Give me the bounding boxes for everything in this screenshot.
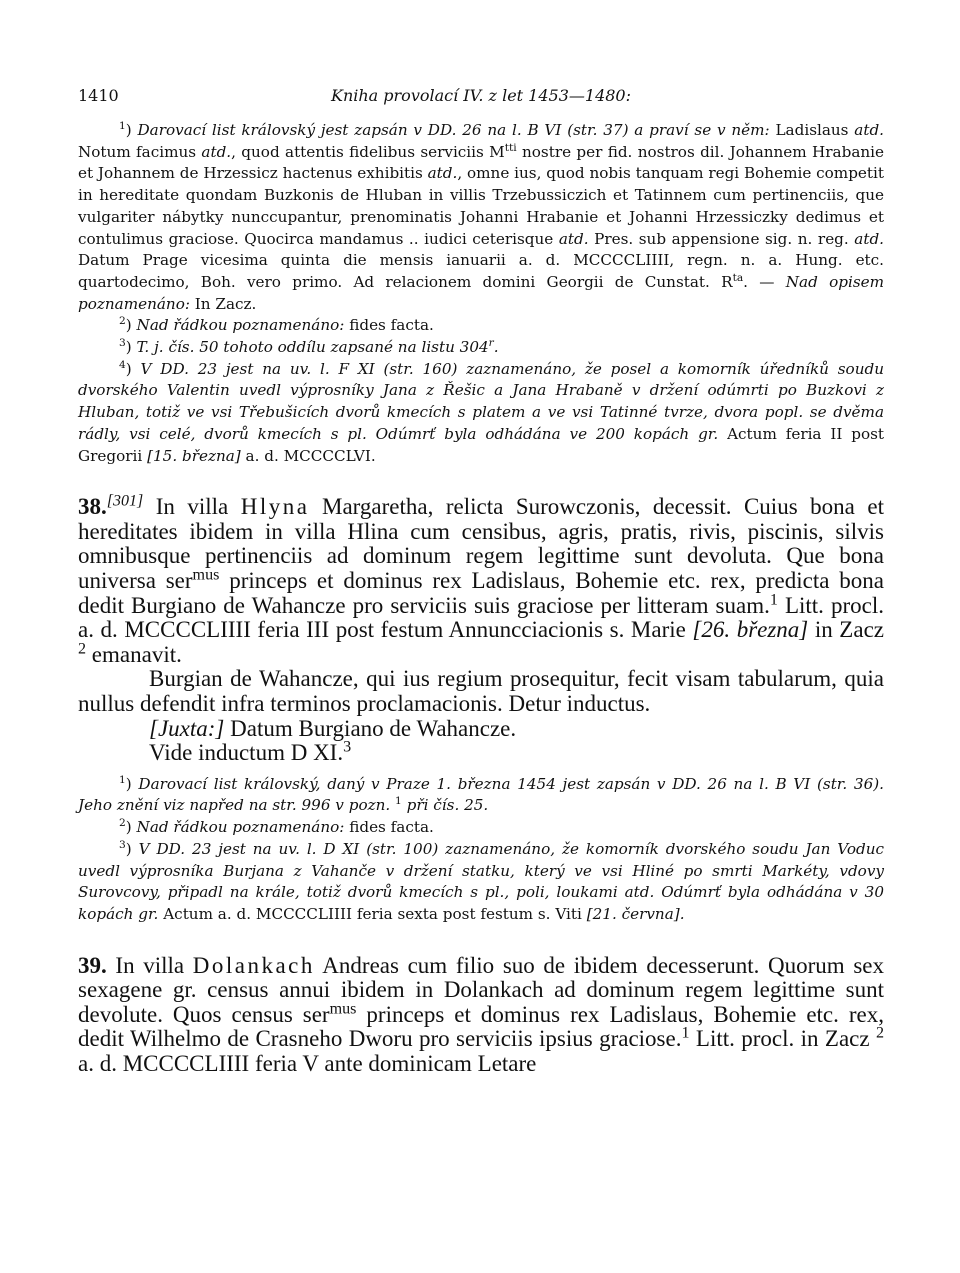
superscript: mus (329, 1000, 357, 1018)
entry-number: 39. (78, 952, 107, 978)
footnote-paren: ) (125, 774, 139, 793)
superscript: mus (192, 566, 220, 584)
text-run: emanavit. (86, 641, 182, 667)
entry-number: 38. (78, 494, 107, 520)
text-run: Nad opisem poznamenáno: (78, 272, 884, 313)
text-run: Andreas cum filio suo de ibidem decesserunt. Quorum sex sexagene gr. census annui ibidem in Dolankach ad dominum regem legittime sunt devolute. Quos census ser (78, 952, 884, 1027)
text-run: Dolankach (192, 952, 315, 978)
text-run: atd. (558, 229, 589, 248)
text-run: Litt. procl. in Zacz (689, 1026, 876, 1052)
footnote (78, 315, 884, 337)
text-run: Nad řádkou poznamenáno: (136, 818, 345, 837)
text-run: In villa (106, 952, 193, 978)
text-run: princeps et dominus rex Ladislaus, Bohemie etc. rex, predicta bona dedit Burgiano de Wahancze pro serviciis suis graciose per litteram suam. (78, 568, 884, 618)
footnote-marker: 1 (119, 772, 126, 786)
running-title: Kniha provolací IV. z let 1453—1480: (330, 86, 631, 105)
superscript: tti (504, 140, 517, 154)
text-run: V DD. 23 jest na uv. l. F XI (str. 160) zaznamenáno, že posel a komorník úředníků soudu dvorského Valentin uvedl výprosníky Jana z Řešic a Jana Hrabaně v držení odúmrti po Buzkovi z Hluban, totiž ve vsi Třebušicích dvorů kmecích s platem a ve vsi Tatinné tvrze, dvora popl. se dvěma rádly, vsi celé, dvorů kmecích s pl. Odúmrť byla odhádána ve 200 kopách gr. (78, 359, 884, 443)
text-run: [15. března] (147, 446, 241, 465)
footnotes-block-1 (78, 120, 884, 467)
entry-paragraph (78, 954, 884, 1077)
footnote-marker: 3 (119, 837, 126, 851)
text-run: Vide inductum D XI. (149, 740, 344, 766)
footnote (78, 359, 884, 468)
footnote (78, 839, 884, 926)
superscript: ta (732, 270, 744, 284)
text-run: při čís. 25. (401, 796, 489, 815)
text-run: atd. (854, 229, 885, 248)
text-run: a. d. MCCCCLVI. (240, 446, 376, 465)
superscript: 2 (78, 640, 87, 658)
text-run: Actum a. d. MCCCCLIIII feria sexta post festum s. Viti (158, 905, 587, 923)
footnote-marker: 4 (119, 357, 126, 371)
text-run: Notum facimus (78, 142, 202, 161)
text-run: atd. (427, 164, 458, 183)
footnote-paren: ) (125, 121, 138, 139)
superscript: 1 (681, 1024, 690, 1042)
entry-38 (78, 492, 884, 766)
footnote-marker: 2 (119, 314, 126, 328)
entry-paragraph (78, 717, 884, 742)
superscript: 3 (343, 738, 352, 756)
footnote-paren: ) (125, 839, 139, 858)
text-run: In villa (143, 494, 241, 520)
text-run: Pres. sub appensione sig. n. reg. (588, 229, 855, 248)
footnote-paren: ) (125, 316, 137, 335)
text-run: nostre per fid. nostros dil. Johannem Hrabanie et Johannem de Hrzessicz hactenus exhibitis (78, 142, 884, 183)
superscript: 2 (875, 1024, 884, 1042)
text-run: Hlyna (240, 494, 310, 520)
text-run: in Zacz (808, 617, 884, 643)
text-run: Darovací list královský jest zapsán v DD. 26 na l. B VI (str. 37) a praví se v něm: (137, 121, 776, 139)
footnote-paren: ) (125, 359, 141, 378)
text-run: V DD. 23 jest na uv. l. D XI (str. 100) zaznamenáno, že komorník dvorského soudu Jan Voduc uvedl výprosníka Burjana z Vahanče v držení statku, který ve vsi Hliné po smrti Markéty, vdovy Surovcovy, připadl na krále, totiž dvorů kmecích s pl., poli, loukami atd. Odúmrť byla odhádána v 30 kopách gr. (78, 839, 884, 923)
text-run: [Juxta:] (149, 715, 225, 741)
text-run: Burgian de Wahancze, qui ius regium prosequitur, fecit visam tabularum, quia nullus defendit infra terminos proclamacionis. Detur inductus. (78, 666, 884, 716)
text-run: Litt. procl. a. d. MCCCCLIIII feria III post festum Annuncciacionis s. Marie (78, 592, 884, 643)
footnote-marker: 1 (119, 118, 126, 132)
text-run: Margaretha, relicta Surowczonis, decessit. Cuius bona et hereditates ibidem in villa Hlina cum censibus, agris, pratis, rivis, piscinis, silvis omnibusque pertinenciis ad dominum regem legittime sunt devoluta. Que bona universa ser (78, 494, 884, 594)
text-run: Datum Prage vicesima quinta die mensis ianuarii a. d. MCCCCLIIII, regn. n. a. Hung. etc. quartodecimo, Boh. vero primo. Ad relacionem domini Georgii de Cunstat. R (78, 251, 884, 291)
entry-paragraph (78, 738, 884, 766)
text-run: Actum feria II post Gregorii (78, 424, 884, 465)
footnote-paren: ) (125, 818, 137, 837)
superscript: 1 (395, 794, 402, 808)
entry-paragraph (78, 492, 884, 667)
text-run: princeps et dominus rex Ladislaus, Bohemie etc. rex, dedit Wilhelmo de Crasneho Dworu pro serviciis ipsius graciose. (78, 1001, 884, 1052)
text-run: a. d. MCCCCLIIII feria V ante dominicam Letare (78, 1051, 537, 1077)
footnote-marker: 3 (119, 335, 126, 349)
text-run: fides facta. (344, 818, 434, 837)
text-run: fides facta. (344, 316, 434, 335)
footnote (78, 120, 884, 315)
footnote (78, 817, 884, 839)
footnote-marker: 2 (119, 816, 126, 830)
footnote (78, 337, 884, 359)
superscript: r (488, 335, 494, 349)
text-run: atd. (201, 142, 232, 161)
page-number: 1410 (78, 86, 119, 105)
text-run: atd. (854, 121, 884, 139)
text-run: Darovací list královský, daný v Praze 1. března 1454 jest zapsán v DD. 26 na l. B VI (str. 36). Jeho znění viz napřed na str. 996 v pozn. (78, 774, 884, 815)
text-run: In Zacz. (189, 294, 257, 313)
text-run: , omne ius, quod nobis tanquam regi Bohemie competit in hereditate quondam Buzkonis de Hluban in villis Trzebussiczich et Tatinnem cum pertinenciis, que vulgariter nábytky nunccupantur, prenominatis Johanni Hrabanie et Johanni Hrzessiczky dedimus et contulimus graciose. Quocirca mandamus .. iudici ceterisque (78, 164, 884, 248)
text-run: T. j. čís. 50 tohoto oddílu zapsané na listu 304 (136, 338, 489, 357)
text-run: Ladislaus (775, 121, 855, 139)
entry-paragraph (78, 667, 884, 716)
text-run: . (493, 338, 499, 357)
footnote-paren: ) (125, 338, 137, 357)
text-run: [26. března] (692, 617, 809, 643)
folio-reference: [301] (106, 492, 144, 510)
superscript: 1 (769, 590, 778, 608)
entry-39 (78, 954, 884, 1077)
footnote (78, 774, 884, 817)
text-run: , quod attentis fidelibus serviciis M (231, 142, 505, 161)
text-run: Nad řádkou poznamenáno: (136, 316, 345, 335)
text-run: . — (743, 272, 786, 291)
page (78, 80, 884, 1077)
text-run: Datum Burgiano de Wahancze. (224, 715, 517, 741)
running-header (78, 80, 884, 120)
footnotes-block-2 (78, 774, 884, 926)
text-run: [21. června]. (586, 905, 685, 923)
